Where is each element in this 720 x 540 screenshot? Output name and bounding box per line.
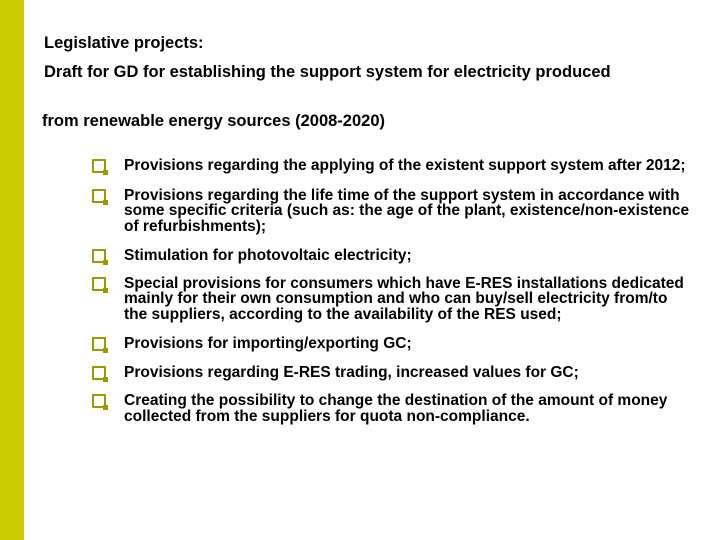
list-item-text: Special provisions for consumers which have E-RES installations dedicated mainly for their own consumption and who can buy/sell electricity from/to the suppliers, according to the availability of the RES used; — [124, 274, 684, 323]
list-item — [92, 188, 692, 235]
list-item-text: Creating the possibility to change the destination of the amount of money collected from the suppliers for quota non-compliance. — [124, 392, 668, 425]
list-item-text: Provisions regarding E-RES trading, increased values for GC; — [124, 363, 579, 381]
list-item — [92, 158, 692, 174]
checkbox-bullet-icon — [92, 277, 106, 291]
checkbox-bullet-icon — [92, 366, 106, 380]
list-item — [92, 365, 692, 381]
slide-subtitle-continued: from renewable energy sources (2008-2020) — [42, 112, 385, 130]
checkbox-bullet-icon — [92, 249, 106, 263]
side-accent-bar — [0, 0, 24, 540]
list-item — [92, 336, 692, 352]
provisions-list — [92, 158, 692, 437]
checkbox-bullet-icon — [92, 337, 106, 351]
list-item-text: Provisions regarding the life time of the support system in accordance with some specific criteria (such as: the age of the plant, existence/non-existence of refurbishments); — [124, 186, 690, 235]
list-item — [92, 248, 692, 264]
slide-title: Legislative projects: — [44, 34, 204, 52]
checkbox-bullet-icon — [92, 189, 106, 203]
list-item — [92, 393, 692, 424]
slide-subtitle: Draft for GD for establishing the support system for electricity produced — [44, 63, 611, 81]
list-item-text: Provisions regarding the applying of the existent support system after 2012; — [124, 157, 686, 174]
list-item — [92, 276, 692, 323]
list-item-text: Provisions for importing/exporting GC; — [124, 335, 412, 352]
checkbox-bullet-icon — [92, 159, 106, 173]
list-item-text: Stimulation for photovoltaic electricity; — [124, 247, 412, 264]
checkbox-bullet-icon — [92, 394, 106, 408]
